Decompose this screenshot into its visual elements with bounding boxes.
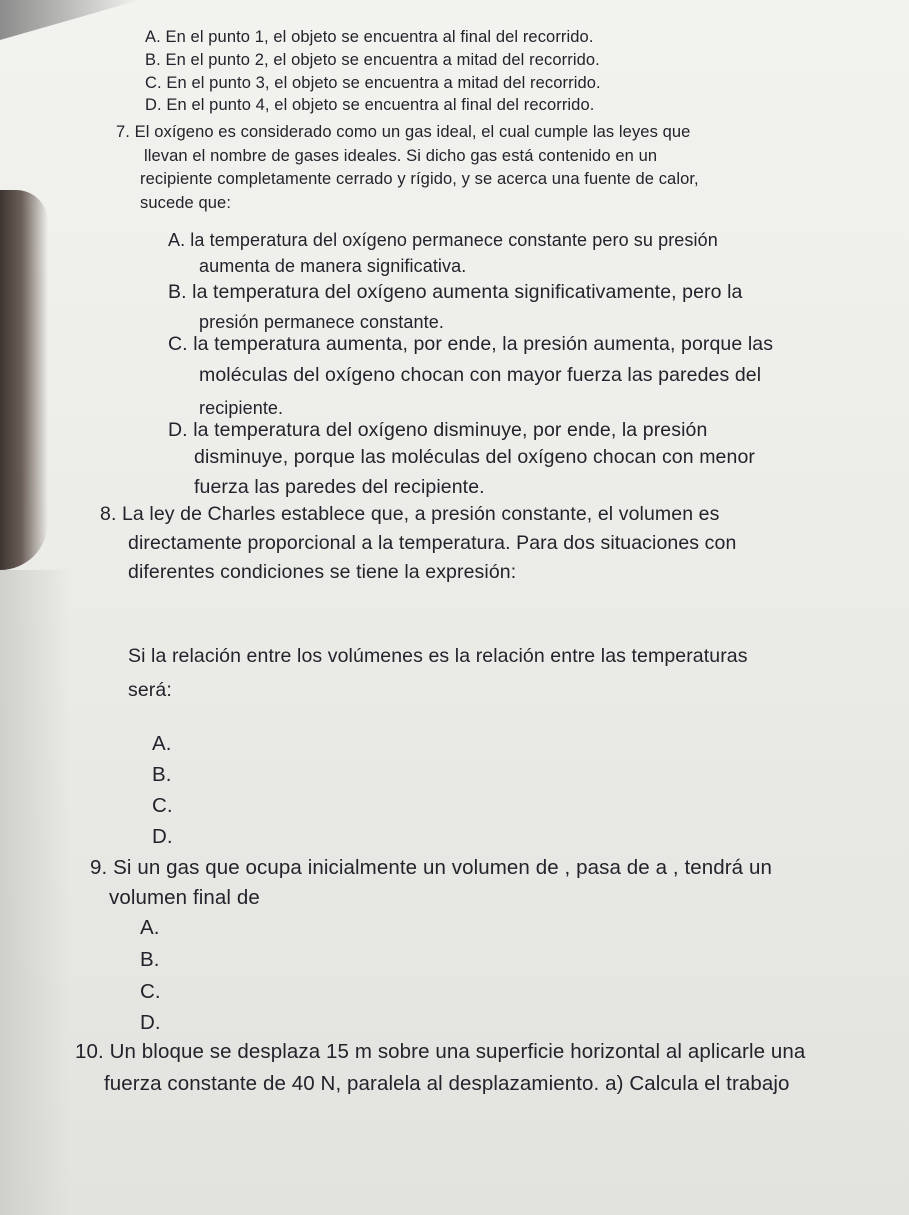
q8-option-d: D. — [152, 825, 173, 848]
q8-relation-line-1: Si la relación entre los volúmenes es la relación entre las temperaturas — [128, 645, 748, 667]
q8-stem-line-3: diferentes condiciones se tiene la expresión: — [128, 561, 517, 583]
q7-option-b-line-1: B. la temperatura del oxígeno aumenta significativamente, pero la — [168, 281, 743, 303]
q8-relation-line-2: será: — [128, 679, 172, 701]
q9-option-a: A. — [140, 916, 160, 939]
photo-corner-shadow — [0, 0, 140, 40]
q9-option-d: D. — [140, 1011, 161, 1034]
q6-option-a: A. En el punto 1, el objeto se encuentra al final del recorrido. — [145, 28, 594, 46]
q6-option-c: C. En el punto 3, el objeto se encuentra a mitad del recorrido. — [145, 74, 601, 92]
q7-stem-line-3: recipiente completamente cerrado y rígido, y se acerca una fuente de calor, — [140, 170, 699, 188]
q7-stem-line-2: llevan el nombre de gases ideales. Si dicho gas está contenido en un — [144, 147, 658, 165]
q8-stem-line-1: 8. La ley de Charles establece que, a presión constante, el volumen es — [100, 503, 720, 525]
q7-stem-line-1: 7. El oxígeno es considerado como un gas ideal, el cual cumple las leyes que — [116, 123, 691, 141]
q7-option-b-line-2: presión permanece constante. — [199, 312, 444, 332]
q6-option-b: B. En el punto 2, el objeto se encuentra a mitad del recorrido. — [145, 51, 600, 69]
q7-option-c-line-3: recipiente. — [199, 398, 284, 418]
q7-option-a-line-1: A. la temperatura del oxígeno permanece constante pero su presión — [168, 230, 718, 250]
q9-option-b: B. — [140, 948, 160, 971]
photo-edge-light — [0, 570, 70, 1215]
q7-option-d-line-3: fuerza las paredes del recipiente. — [194, 476, 485, 498]
q9-stem-line-1: 9. Si un gas que ocupa inicialmente un volumen de , pasa de a , tendrá un — [90, 856, 772, 879]
q9-option-c: C. — [140, 980, 161, 1003]
q8-stem-line-2: directamente proporcional a la temperatura. Para dos situaciones con — [128, 532, 737, 554]
q10-stem-line-1: 10. Un bloque se desplaza 15 m sobre una superficie horizontal al aplicarle una — [75, 1040, 806, 1063]
q7-option-a-line-2: aumenta de manera significativa. — [199, 256, 467, 276]
q6-option-d: D. En el punto 4, el objeto se encuentra al final del recorrido. — [145, 96, 595, 114]
q10-stem-line-2: fuerza constante de 40 N, paralela al desplazamiento. a) Calcula el trabajo — [104, 1072, 790, 1095]
q7-option-c-line-1: C. la temperatura aumenta, por ende, la presión aumenta, porque las — [168, 333, 774, 355]
q7-stem-line-4: sucede que: — [140, 194, 232, 212]
q8-option-a: A. — [152, 732, 172, 755]
q7-option-d-line-2: disminuye, porque las moléculas del oxígeno chocan con menor — [194, 446, 755, 468]
photo-edge-shadow — [0, 190, 48, 570]
q9-stem-line-2: volumen final de — [109, 886, 260, 909]
q8-option-b: B. — [152, 763, 172, 786]
q7-option-d-line-1: D. la temperatura del oxígeno disminuye, por ende, la presión — [168, 419, 708, 441]
q7-option-c-line-2: moléculas del oxígeno chocan con mayor fuerza las paredes del — [199, 364, 762, 386]
q8-option-c: C. — [152, 794, 173, 817]
